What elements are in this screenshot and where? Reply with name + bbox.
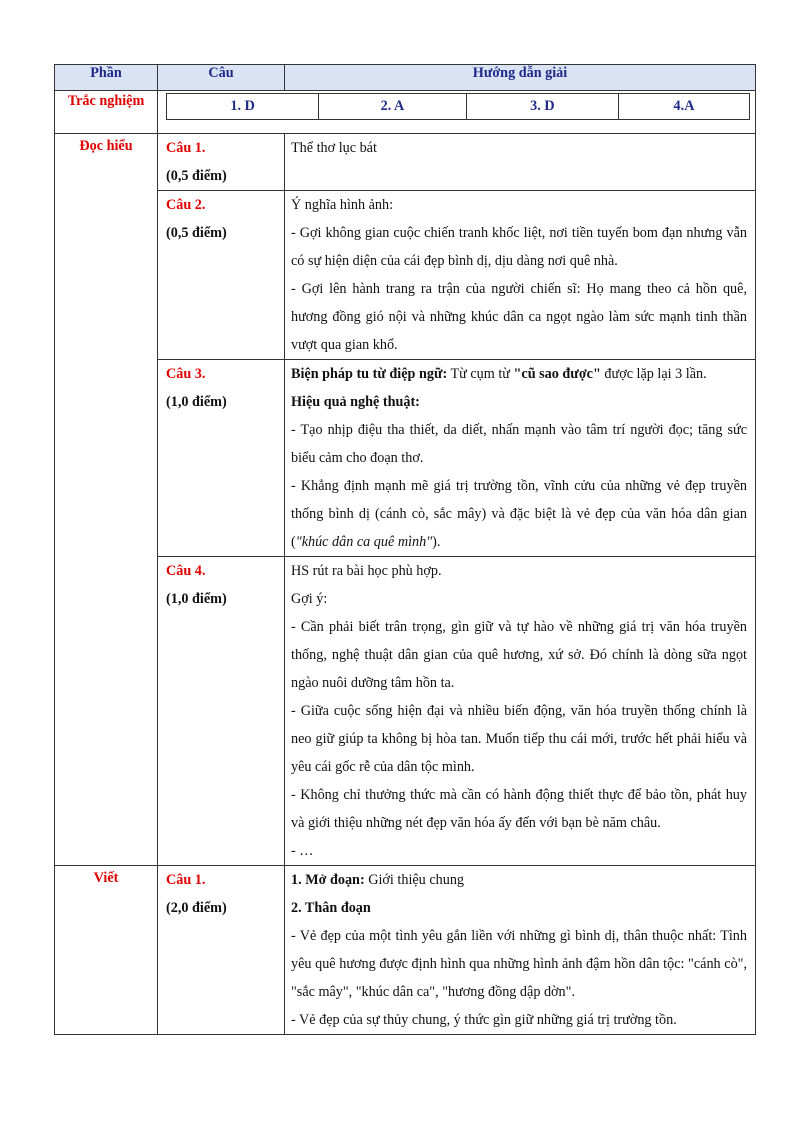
- answer-line: Gợi ý:: [291, 591, 328, 607]
- mcq-row: [55, 91, 756, 134]
- answer-line: - Không chỉ thưởng thức mà cần có hành động thiết thực để bảo tồn, phát huy và giới thiệu những nét đẹp văn hóa ấy đến với bạn bè năm châu.: [291, 787, 747, 831]
- question-title: Câu 2.: [166, 197, 206, 213]
- doc-hieu-q1-answer: [285, 134, 756, 191]
- bold-term: Biện pháp tu từ điệp ngữ:: [291, 366, 448, 382]
- mcq-answer-3: 3. D: [466, 94, 618, 120]
- header-question: Câu: [158, 65, 285, 91]
- question-title: Câu 1.: [166, 140, 206, 156]
- answer-line: HS rút ra bài học phù hợp.: [291, 563, 442, 579]
- answer-line: - Vẻ đẹp của sự thủy chung, ý thức gìn giữ những giá trị trường tồn.: [291, 1012, 677, 1028]
- answer-text: Giới thiệu chung: [364, 872, 464, 888]
- italic-quote: "khúc dân ca quê mình": [295, 534, 433, 550]
- answer-line: [291, 894, 747, 922]
- viet-section-label: Viết: [55, 866, 158, 1035]
- doc-hieu-q4-cell: [158, 557, 285, 866]
- doc-hieu-q3-answer: [285, 360, 756, 557]
- answer-text: được lặp lại 3 lần.: [600, 366, 707, 382]
- mcq-answers-table: [166, 93, 750, 120]
- answer-text: Từ cụm từ: [447, 366, 514, 382]
- answer-line: - …: [291, 843, 314, 859]
- answer-line: - Giữa cuộc sống hiện đại và nhiều biến động, văn hóa truyền thống chính là neo giữ giúp ta không bị hòa tan. Muốn tiếp thu cái mới, trước hết phải hiểu và yêu cái gốc rễ của dân tộc mình.: [291, 703, 747, 775]
- question-title: Câu 3.: [166, 366, 206, 382]
- bold-heading: Hiệu quả nghệ thuật:: [291, 394, 420, 410]
- question-title: Câu 1.: [166, 872, 206, 888]
- question-title: Câu 4.: [166, 563, 206, 579]
- question-points: (2,0 điểm): [166, 900, 227, 916]
- mcq-answers-cell: [158, 91, 756, 134]
- answer-line: Thể thơ lục bát: [291, 140, 377, 156]
- doc-hieu-q2-answer: [285, 191, 756, 360]
- viet-q1-cell: [158, 866, 285, 1035]
- answer-text: - Khẳng định mạnh mẽ giá trị trường tồn, vĩnh cửu của những vẻ đẹp truyền thống bình dị (cánh cò, sắc mây) và đặc biệt là vẻ đẹp của văn hóa dân gian (: [291, 478, 747, 550]
- doc-hieu-q3-cell: [158, 360, 285, 557]
- bold-heading: 2. Thân đoạn: [291, 900, 371, 916]
- question-points: (1,0 điểm): [166, 394, 227, 410]
- question-points: (0,5 điểm): [166, 168, 227, 184]
- header-guide: Hướng dẫn giải: [285, 65, 756, 91]
- doc-hieu-q1-row: [55, 134, 756, 191]
- quoted-phrase: "cũ sao được": [513, 366, 601, 382]
- bold-heading: 1. Mở đoạn:: [291, 872, 365, 888]
- question-points: (0,5 điểm): [166, 225, 227, 241]
- doc-hieu-q3-row: [55, 360, 756, 557]
- viet-q1-answer: [285, 866, 756, 1035]
- answer-line: - Gợi không gian cuộc chiến tranh khốc liệt, nơi tiền tuyến bom đạn nhưng vẫn có sự hiện diện của cái đẹp bình dị, dịu dàng nơi quê nhà.: [291, 225, 747, 269]
- mcq-answer-1: 1. D: [167, 94, 319, 120]
- doc-hieu-q4-row: [55, 557, 756, 866]
- answer-line: - Cần phải biết trân trọng, gìn giữ và tự hào về những giá trị văn hóa truyền thống, nghệ thuật dân gian của quê hương, xứ sở. Đó chính là dòng sữa ngọt ngào nuôi dưỡng tâm hồn ta.: [291, 619, 747, 691]
- doc-hieu-section-label: Đọc hiểu: [55, 134, 158, 866]
- answer-key-table: [54, 64, 756, 1035]
- question-points: (1,0 điểm): [166, 591, 227, 607]
- answer-line: [291, 866, 747, 894]
- answer-text: ).: [432, 534, 441, 550]
- header-part: Phần: [55, 65, 158, 91]
- answer-line: - Vẻ đẹp của một tình yêu gắn liền với những gì bình dị, thân thuộc nhất: Tình yêu quê hương được định hình qua những hình ảnh đậm hồn dân tộc: "cánh cò", "sắc mây", "khúc dân ca", "hương đồng dập dờn".: [291, 928, 747, 1000]
- doc-hieu-q1-cell: [158, 134, 285, 191]
- mcq-answer-2: 2. A: [319, 94, 467, 120]
- answer-line: [291, 360, 747, 388]
- answer-line: - Tạo nhịp điệu tha thiết, da diết, nhấn mạnh vào tâm trí người đọc; tăng sức biểu cảm cho đoạn thơ.: [291, 422, 747, 466]
- doc-hieu-q2-cell: [158, 191, 285, 360]
- doc-hieu-q2-row: [55, 191, 756, 360]
- mcq-section-label: Trắc nghiệm: [55, 91, 158, 134]
- answer-line: Ý nghĩa hình ảnh:: [291, 197, 394, 213]
- answer-line: [291, 472, 747, 556]
- header-row: [55, 65, 756, 91]
- viet-q1-row: [55, 866, 756, 1035]
- doc-hieu-q4-answer: [285, 557, 756, 866]
- mcq-answer-4: 4.A: [618, 94, 749, 120]
- answer-line: [291, 388, 747, 416]
- answer-line: - Gợi lên hành trang ra trận của người chiến sĩ: Họ mang theo cả hồn quê, hương đồng gió nội và những khúc dân ca ngọt ngào làm sức mạnh tinh thần vượt qua gian khổ.: [291, 281, 747, 353]
